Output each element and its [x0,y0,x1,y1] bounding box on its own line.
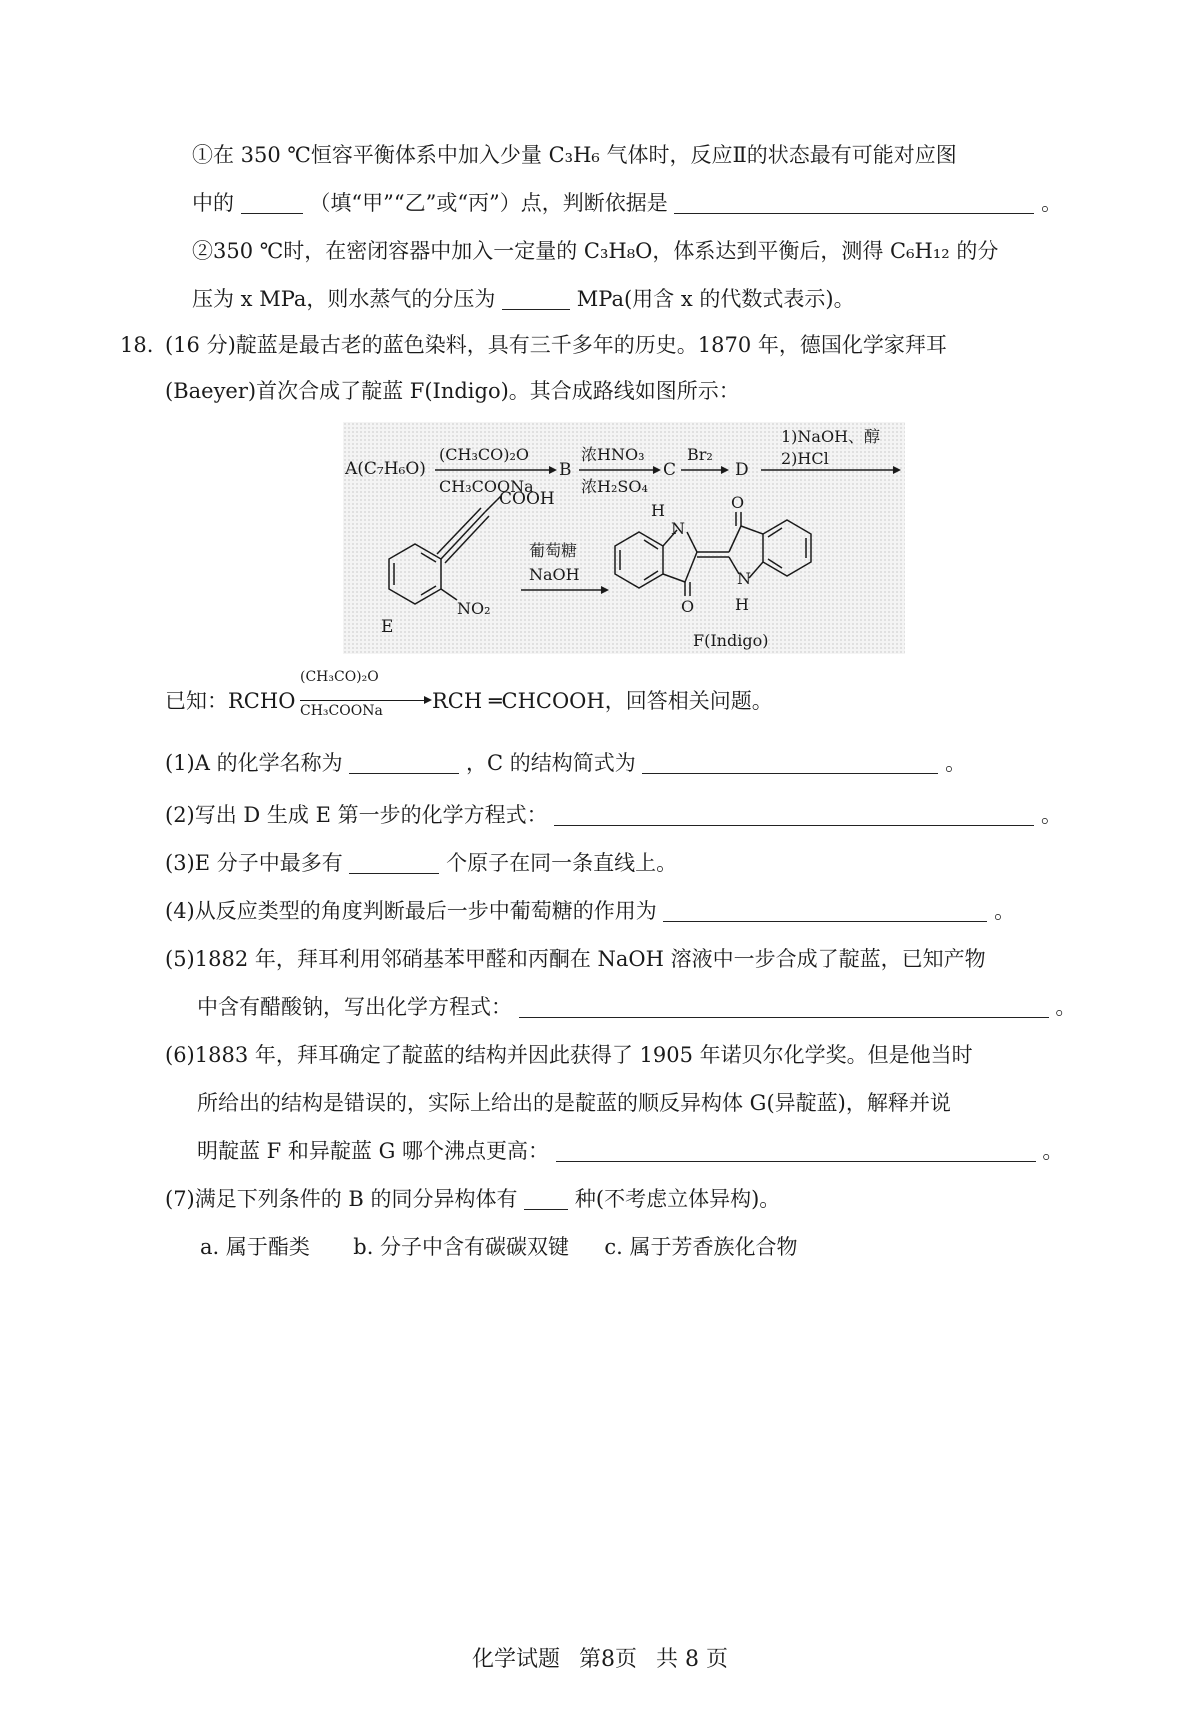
arrow-b-to-c-head [653,466,661,474]
subquestion-1-text-b: ，C 的结构简式为 [465,751,636,775]
subquestion-1-text-c: 。 [945,751,967,775]
subquestion-1 [165,748,966,778]
page-footer [0,1642,1200,1673]
known-reagent-top: (CH₃CO)₂O [300,669,379,685]
compound-d-label: D [735,460,749,480]
subquestion-3-blank[interactable] [349,851,439,874]
subquestion-5-line1: (5)1882 年，拜耳利用邻硝基苯甲醛和丙酮在 NaOH 溶液中一步合成了靛蓝，已知产物 [165,947,986,971]
subquestion-6-line2: 所给出的结构是错误的，实际上给出的是靛蓝的顺反异构体 G(异靛蓝)，解释并说 [197,1091,951,1115]
f-n-bottom-label: N [737,569,751,588]
known-reaction-arrow [300,700,428,701]
f-o-top-label: O [731,493,745,512]
q17-part1-line2 [192,188,1062,218]
f-n-top-label: N [671,519,685,538]
arrow-c-to-d-head [721,466,729,474]
reagent-2-bottom: 浓H₂SO₄ [581,477,648,496]
reagent-4-line1: 1)NaOH、醇 [781,427,881,446]
compound-a-label: A(C₇H₆O) [345,459,426,479]
footer-page: 第8页 [579,1647,638,1672]
subquestion-3-text-a: (3)E 分子中最多有 [165,851,343,875]
q17-part2-line1: ②350 ℃时，在密闭容器中加入一定量的 C₃H₈O，体系达到平衡后，测得 C₆H₁₂ 的分 [192,239,999,263]
arrow-e-to-f-head [601,586,609,594]
subquestion-4-text-a: (4)从反应类型的角度判断最后一步中葡萄糖的作用为 [165,899,657,923]
subquestion-1-blank-b[interactable] [642,751,938,774]
reagent-1-top: (CH₃CO)₂O [439,445,529,464]
subquestion-3 [165,848,677,878]
compound-b-label: B [559,460,572,480]
subquestion-2 [165,800,1062,830]
q18-number: 18. [120,333,154,357]
f-h-top-label: H [651,501,665,520]
subquestion-7-text-a: (7)满足下列条件的 B 的同分异构体有 [165,1187,518,1211]
subquestion-4 [165,896,1015,926]
known-suffix: RCH ═CHCOOH，回答相关问题。 [432,689,773,713]
q17-part1-line1: ①在 350 ℃恒容平衡体系中加入少量 C₃H₆ 气体时，反应Ⅱ的状态最有可能对应图 [192,143,957,167]
subquestion-7-blank[interactable] [524,1187,568,1210]
q17-part1-text-c: 。 [1041,191,1063,215]
synthesis-scheme-drawing [343,422,905,654]
condition-a: a. 属于酯类 [200,1235,310,1259]
reagent-3-top: Br₂ [687,445,713,464]
subquestion-3-text-b: 个原子在同一条直线上。 [446,851,678,875]
compound-e-structure [389,496,501,604]
q17-part2-text-a: 压为 x MPa，则水蒸气的分压为 [192,287,496,311]
subquestion-6-line1: (6)1883 年，拜耳确定了靛蓝的结构并因此获得了 1905 年诺贝尔化学奖。但是他当时 [165,1043,973,1067]
q17-part1-text-a: 中的 [192,191,234,215]
known-reaction-arrow-head [424,696,432,704]
subquestion-6-blank[interactable] [556,1139,1036,1162]
reagent-1-bottom: CH₃COONa [439,477,534,496]
subquestion-4-blank[interactable] [663,899,987,922]
q17-part2-text-b: MPa(用含 x 的代数式表示)。 [576,287,855,311]
synthesis-scheme [343,422,905,654]
subquestion-6-line3 [197,1136,1063,1166]
reagent-5-bottom: NaOH [529,565,580,584]
known-prefix: 已知：RCHO [165,689,296,713]
q17-part2-line2 [192,284,855,314]
compound-f-indigo-structure [615,512,811,596]
subquestion-1-blank-a[interactable] [349,751,459,774]
e-cooh-label: COOH [499,489,555,509]
subquestion-7-text-b: 种(不考虑立体异构)。 [574,1187,781,1211]
condition-c: c. 属于芳香族化合物 [604,1235,798,1259]
condition-b: b. 分子中含有碳碳双键 [353,1235,570,1259]
subquestion-2-text-a: (2)写出 D 生成 E 第一步的化学方程式： [165,803,548,827]
subquestion-1-text-a: (1)A 的化学名称为 [165,751,343,775]
reagent-4-line2: 2)HCl [781,449,829,468]
subquestion-7-conditions [200,1232,798,1262]
compound-f-label: F(Indigo) [693,631,769,650]
footer-total: 共 8 页 [656,1647,728,1672]
f-h-bottom-label: H [735,595,749,614]
arrow-d-to-e-head [893,466,901,474]
f-o-bottom-label: O [681,597,695,616]
reagent-5-top: 葡萄糖 [529,541,578,560]
q17-part1-text-b: （填“甲”“乙”或“丙”）点，判断依据是 [309,191,668,215]
subquestion-2-blank[interactable] [554,803,1034,826]
subquestion-5-text-a: 中含有醋酸钠，写出化学方程式： [197,995,512,1019]
reagent-2-top: 浓HNO₃ [581,445,645,464]
subquestion-5-line2 [197,992,1076,1022]
q18-intro-line2: (Baeyer)首次合成了靛蓝 F(Indigo)。其合成路线如图所示： [165,379,740,403]
subquestion-7 [165,1184,780,1214]
arrow-a-to-b-head [549,466,557,474]
e-no2-label: NO₂ [457,599,491,618]
known-reaction [165,686,295,716]
known-reagent-bottom: CH₃COONa [300,703,383,719]
compound-e-label: E [381,617,394,637]
subquestion-5-text-b: 。 [1055,995,1077,1019]
subquestion-2-text-b: 。 [1041,803,1062,827]
subquestion-6-text-b: 。 [1042,1139,1064,1163]
q18-intro-line1: (16 分)靛蓝是最古老的蓝色染料，具有三千多年的历史。1870 年，德国化学家拜耳 [165,333,947,357]
subquestion-6-text-a: 明靛蓝 F 和异靛蓝 G 哪个沸点更高： [197,1139,550,1163]
q17-answer-blank-2[interactable] [674,191,1034,214]
footer-subject: 化学试题 [472,1647,561,1672]
subquestion-5-blank[interactable] [519,995,1049,1018]
compound-c-label: C [663,460,677,480]
subquestion-4-text-b: 。 [994,899,1016,923]
q17-answer-blank-3[interactable] [502,287,570,310]
q17-answer-blank-1[interactable] [241,191,303,214]
